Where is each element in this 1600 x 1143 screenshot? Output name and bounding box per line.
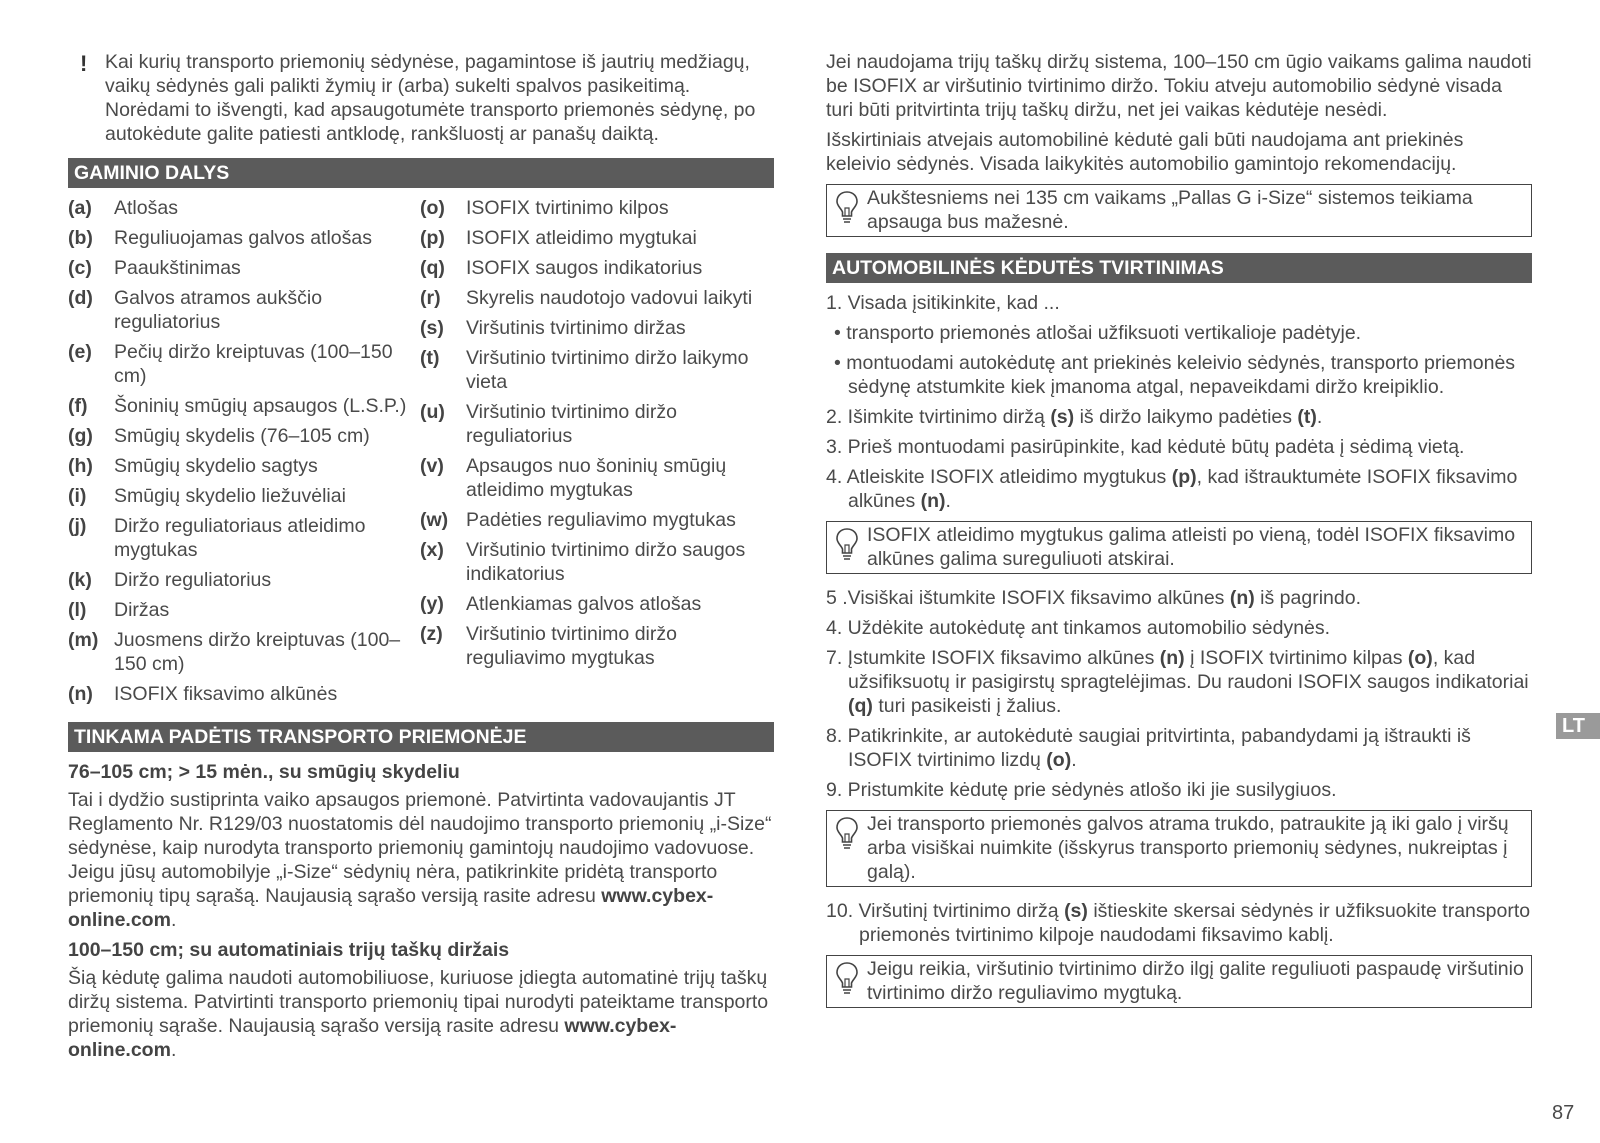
part-label: Reguliuojamas galvos atlošas bbox=[114, 227, 372, 249]
step-10: 10. Viršutinį tvirtinimo diržą (s) ištieskite skersai sėdynės ir užfiksuokite transporto priemonės tvirtinimo kilpoje naudodami fiksavimo kablį. bbox=[826, 900, 1531, 946]
part-item bbox=[68, 424, 420, 448]
step-3: 3. Prieš montuodami pasirūpinkite, kad kėdutė būtų padėta į sėdimą vietą. bbox=[826, 436, 1465, 458]
part-label: Viršutinio tvirtinimo diržo laikymo vieta bbox=[466, 347, 749, 393]
step-6: 4. Uždėkite autokėdutę ant tinkamos automobilio sėdynės. bbox=[826, 617, 1331, 639]
language-tab: LT bbox=[1556, 713, 1600, 739]
part-code: (s) bbox=[420, 317, 444, 339]
part-item bbox=[420, 316, 774, 340]
part-item bbox=[420, 346, 774, 394]
part-code: (a) bbox=[68, 197, 92, 219]
step-8: 8. Patikrinkite, ar autokėdutė saugiai pritvirtinta, pabandydami ją ištraukti iš ISOFIX tvirtinimo lizdų (o). bbox=[826, 725, 1471, 771]
page-number: 87 bbox=[1552, 1102, 1575, 1124]
part-label: Šoninių smūgių apsaugos (L.S.P.) bbox=[114, 395, 407, 417]
bullet-mark: • bbox=[834, 322, 841, 344]
tip-text: Aukštesniems nei 135 cm vaikams „Pallas G i-Size“ sistemos teikiama apsauga bus mažesnė. bbox=[867, 187, 1473, 233]
part-item bbox=[420, 196, 774, 220]
part-item bbox=[68, 598, 420, 622]
part-code: (e) bbox=[68, 341, 92, 363]
part-item bbox=[68, 484, 420, 508]
section-header-installation: AUTOMOBILINĖS KĖDUTĖS TVIRTINIMAS bbox=[826, 253, 1532, 283]
part-label: Padėties reguliavimo mygtukas bbox=[466, 509, 736, 531]
part-label: Atlošas bbox=[114, 197, 178, 219]
step-9: 9. Pristumkite kėdutę prie sėdynės atlošo iki jie susilygiuos. bbox=[826, 779, 1337, 801]
period: . bbox=[170, 1039, 177, 1061]
part-item bbox=[68, 514, 420, 562]
part-item bbox=[420, 592, 774, 616]
paragraph-isize bbox=[68, 788, 774, 932]
paragraph-three-point bbox=[68, 966, 774, 1062]
part-label: Apsaugos nuo šoninių smūgių atleidimo mygtukas bbox=[466, 455, 727, 501]
part-item bbox=[68, 568, 420, 592]
section-header-position: TINKAMA PADĖTIS TRANSPORTO PRIEMONĖJE bbox=[68, 722, 774, 752]
parts-column-1 bbox=[68, 196, 420, 712]
left-column bbox=[68, 50, 774, 1068]
part-label: Viršutinis tvirtinimo diržas bbox=[466, 317, 686, 339]
bullet-mark: • bbox=[834, 352, 841, 374]
part-label: Paaukštinimas bbox=[114, 257, 241, 279]
part-label: Juosmens diržo kreiptuvas (100–150 cm) bbox=[114, 629, 401, 675]
subheading-100-150: 100–150 cm; su automatiniais trijų taškų diržais bbox=[68, 939, 510, 961]
section-header-parts: GAMINIO DALYS bbox=[68, 158, 774, 188]
part-label: ISOFIX saugos indikatorius bbox=[466, 257, 703, 279]
part-code: (w) bbox=[420, 509, 449, 531]
part-label: Pečių diržo kreiptuvas (100–150 cm) bbox=[114, 341, 393, 387]
part-code: (v) bbox=[420, 455, 444, 477]
paragraph-front-seat: Išskirtiniais atvejais automobilinė kėdutė gali būti naudojama ant priekinės keleivio sėdynės. Visada laikykitės automobilio gamintojo rekomendacijų. bbox=[826, 129, 1464, 175]
part-code: (m) bbox=[68, 629, 99, 651]
lightbulb-icon bbox=[835, 961, 859, 995]
part-code: (n) bbox=[68, 683, 93, 705]
part-label: Skyrelis naudotojo vadovui laikyti bbox=[466, 287, 753, 309]
part-item bbox=[68, 628, 420, 676]
part-item bbox=[420, 622, 774, 670]
part-label: ISOFIX atleidimo mygtukai bbox=[466, 227, 697, 249]
part-code: (h) bbox=[68, 455, 93, 477]
part-code: (g) bbox=[68, 425, 93, 447]
part-item bbox=[420, 286, 774, 310]
part-label: Diržo reguliatoriaus atleidimo mygtukas bbox=[114, 515, 366, 561]
part-code: (u) bbox=[420, 401, 445, 423]
part-item bbox=[68, 454, 420, 478]
part-code: (o) bbox=[420, 197, 445, 219]
part-code: (r) bbox=[420, 287, 441, 309]
part-label: ISOFIX tvirtinimo kilpos bbox=[466, 197, 669, 219]
part-item bbox=[68, 256, 420, 280]
part-label: Smūgių skydelio sagtys bbox=[114, 455, 318, 477]
parts-list bbox=[68, 196, 774, 712]
part-code: (x) bbox=[420, 539, 444, 561]
right-column bbox=[826, 50, 1532, 1020]
part-label: Diržo reguliatorius bbox=[114, 569, 272, 591]
paragraph-three-point-text: Šią kėdutę galima naudoti automobiliuose, kuriuose įdiegta automatinė trijų taškų diržų sistema. Patvirtinti transporto priemonių tipai nurodyti pateiktame transporto priemonių sąraše. Naujausią sąrašo versiją rasite adresu bbox=[68, 967, 769, 1037]
part-code: (i) bbox=[68, 485, 87, 507]
part-label: Viršutinio tvirtinimo diržo reguliavimo mygtukas bbox=[466, 623, 677, 669]
part-code: (d) bbox=[68, 287, 93, 309]
part-item bbox=[420, 400, 774, 448]
part-code: (z) bbox=[420, 623, 443, 645]
part-code: (t) bbox=[420, 347, 440, 369]
part-code: (q) bbox=[420, 257, 445, 279]
tip-text: Jei transporto priemonės galvos atrama trukdo, patraukite ją iki galo į viršų arba visiškai nuimkite (išskyrus transporto priemonių sėdynes, nukreiptas į galą). bbox=[867, 813, 1509, 883]
part-code: (y) bbox=[420, 593, 444, 615]
part-label: Viršutinio tvirtinimo diržo reguliatorius bbox=[466, 401, 677, 447]
part-item bbox=[68, 340, 420, 388]
warning-note bbox=[68, 50, 774, 146]
url-link[interactable]: www.cybex-online.com bbox=[68, 1015, 677, 1061]
bullet-text: transporto priemonės atlošai užfiksuoti vertikalioje padėtyje. bbox=[846, 322, 1362, 344]
part-code: (p) bbox=[420, 227, 445, 249]
part-item bbox=[420, 454, 774, 502]
lightbulb-icon bbox=[835, 527, 859, 561]
exclamation-icon: ! bbox=[80, 51, 88, 76]
part-code: (k) bbox=[68, 569, 92, 591]
part-code: (b) bbox=[68, 227, 93, 249]
tip-box bbox=[826, 810, 1532, 887]
part-label: Diržas bbox=[114, 599, 170, 621]
part-item bbox=[68, 286, 420, 334]
lightbulb-icon bbox=[835, 816, 859, 850]
step-2: 2. Išimkite tvirtinimo diržą (s) iš diržo laikymo padėties (t). bbox=[826, 406, 1323, 428]
step-7: 7. Įstumkite ISOFIX fiksavimo alkūnes (n) į ISOFIX tvirtinimo kilpas (o), kad užsifiksuotų ir pasigirstų spragtelėjimas. Du raudoni ISOFIX saugos indikatoriai (q) turi pasikeisti į žalius. bbox=[826, 647, 1529, 717]
step-5: 5 .Visiškai ištumkite ISOFIX fiksavimo alkūnes (n) iš pagrindo. bbox=[826, 587, 1361, 609]
part-item bbox=[420, 226, 774, 250]
part-code: (c) bbox=[68, 257, 92, 279]
lightbulb-icon bbox=[835, 190, 859, 224]
part-item bbox=[420, 538, 774, 586]
part-item bbox=[68, 394, 420, 418]
tip-box bbox=[826, 184, 1532, 237]
part-item bbox=[420, 256, 774, 280]
paragraph-three-point-system: Jei naudojama trijų taškų diržų sistema, 100–150 cm ūgio vaikams galima naudoti be ISOFIX ar viršutinio tvirtinimo diržo. Tokiu atveju automobilio sėdynė visada turi būti pritvirtinta trijų taškų diržu, net jei vaikas kėdutėje nesėdi. bbox=[826, 51, 1532, 121]
part-label: Smūgių skydelio liežuvėliai bbox=[114, 485, 346, 507]
bullet-item bbox=[826, 321, 1532, 345]
step-4: 4. Atleiskite ISOFIX atleidimo mygtukus (p), kad ištrauktumėte ISOFIX fiksavimo alkūnes (n). bbox=[826, 466, 1518, 512]
part-code: (j) bbox=[68, 515, 87, 537]
tip-box bbox=[826, 521, 1532, 574]
part-code: (l) bbox=[68, 599, 87, 621]
tip-box bbox=[826, 955, 1532, 1008]
part-label: ISOFIX fiksavimo alkūnės bbox=[114, 683, 338, 705]
bullet-item bbox=[826, 351, 1532, 399]
part-item bbox=[68, 196, 420, 220]
url-link[interactable]: www.cybex-online.com bbox=[68, 885, 714, 931]
tip-text: ISOFIX atleidimo mygtukus galima atleisti po vieną, todėl ISOFIX fiksavimo alkūnes galima sureguliuoti atskirai. bbox=[867, 524, 1516, 570]
part-label: Smūgių skydelis (76–105 cm) bbox=[114, 425, 370, 447]
part-item bbox=[420, 508, 774, 532]
bullet-text: montuodami autokėdutę ant priekinės keleivio sėdynės, transporto priemonės sėdynę atstumkite kiek įmanoma atgal, nepaveikdami diržo kreipiklio. bbox=[846, 352, 1516, 398]
paragraph-isize-text: Tai i dydžio sustiprinta vaiko apsaugos priemonė. Patvirtinta vadovaujantis JT Reglamento Nr. R129/03 nuostatomis dėl naudojimo transporto priemonių „i-Size“ sėdynėse, kaip nurodyta transporto priemonių gamintojų naudojimo vadovuose. Jeigu jūsų automobilyje „i-Size“ sėdynių nėra, patikrinkite pridėtą transporto priemonių tipų sąrašą. Naujausią sąrašo versiją rasite adresu bbox=[68, 789, 772, 907]
period: . bbox=[170, 909, 177, 931]
part-label: Atlenkiamas galvos atlošas bbox=[466, 593, 702, 615]
part-code: (f) bbox=[68, 395, 88, 417]
subheading-76-105: 76–105 cm; > 15 mėn., su smūgių skydeliu bbox=[68, 761, 460, 783]
part-label: Viršutinio tvirtinimo diržo saugos indikatorius bbox=[466, 539, 746, 585]
parts-column-2 bbox=[420, 196, 774, 712]
part-item bbox=[68, 682, 420, 706]
warning-text: Kai kurių transporto priemonių sėdynėse, pagamintose iš jautrių medžiagų, vaikų sėdynės gali palikti žymių ir (arba) sukelti spalvos pasikeitimą. Norėdami to išvengti, kad apsaugotumėte transporto priemonės sėdynę, po autokėdute galite patiesti antklodę, rankšluostį ar panašų daiktą. bbox=[105, 51, 756, 145]
part-item bbox=[68, 226, 420, 250]
tip-text: Jeigu reikia, viršutinio tvirtinimo diržo ilgį galite reguliuoti paspaudę viršutinio tvirtinimo diržo reguliavimo mygtuką. bbox=[867, 958, 1524, 1004]
part-label: Galvos atramos aukščio reguliatorius bbox=[114, 287, 323, 333]
step-1: 1. Visada įsitikinkite, kad ... bbox=[826, 292, 1060, 314]
